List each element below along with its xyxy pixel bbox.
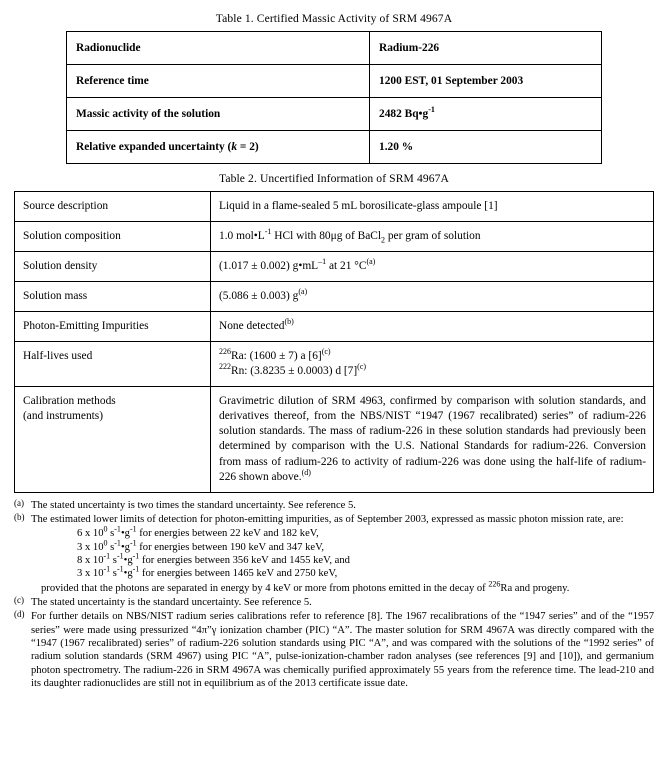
table2-cell-label: Source description [15,192,211,222]
limit-value-pre: 8 x 10 [77,554,104,566]
list-item [77,538,654,554]
rn222-footnote-marker: (c) [357,362,367,372]
limit-energy-range: for energies between 356 keV and 1455 keV, and [139,554,350,566]
table-row [67,131,602,164]
density-pre: (1.017 ± 0.002) g•mL [219,260,319,273]
table-row [15,282,654,312]
table-row [67,65,602,98]
density-exponent: –1 [318,257,327,267]
table1-cell-value [370,98,602,131]
footnote-d-text: For further details on NBS/NIST radium series calibrations refer to reference [8]. The 1967 recalibrations of the “1947 series” and of the “1957 series” were made using pressurized “4π”γ ionization chamber (PIC) “A”. The master solution for SRM 4967A was directly compared with the “1947 (1967 recalibrated) series” of radium-226 solution standards using PIC “A”, and was compared with the solutions of the “1992 series” of radium solution standards (SRM 4967) using PIC “A”, pulse-ionization-chamber radon analyses (see references [9] and [10]), and germanium photon spectrometry. The radium-226 in SRM 4967A was chemically purified approximately 55 years from the reference time. The lead-210 and its daughter radionuclides are still not in equilibrium as of the 2013 certificate issue date. [31,611,654,690]
table-row [15,252,654,282]
impurities-footnote-marker: (b) [284,317,294,327]
limit-value-pre: 3 x 10 [77,568,104,580]
halflife-line-ra226 [219,349,646,364]
table2-cell-label: Solution mass [15,282,211,312]
table2-cell-value [211,252,654,282]
impurities-value: None detected [219,320,285,333]
limit-value-pre: 3 x 10 [77,541,104,553]
rn222-halflife: Rn: (3.8235 ± 0.0003) d [7] [231,365,358,378]
limit-unit-mid: •g [120,541,130,553]
footnote-a-marker: (a) [14,497,24,508]
table2-cell-label: Solution composition [15,222,211,252]
limit-unit-mid: •g [123,568,133,580]
density-mid: at 21 °C [326,260,367,273]
footnote-a [14,499,654,512]
ra226-mass-number: 226 [219,347,231,357]
table1-cell-label: Radionuclide [67,32,370,65]
coverage-factor-symbol: k [231,141,238,153]
calibration-methods-text: Gravimetric dilution of SRM 4963, confirmed by comparison with solution standards, and derivatives thereof, from the NBS/NIST “1947 (1967 recalibrated) series” of radium-226 solution standards. The mass of radium-226 in these solution standards had previously been determined by comparison with the U.S. National Standards for radium-226. Conversion from mass of radium-226 to activity of radium-226 was done using the half-life of radium-226 shown above. [219,395,646,483]
table-row [15,222,654,252]
footnote-b [14,513,654,595]
footnote-b-marker: (b) [14,511,25,522]
limit-energy-range: for energies between 22 keV and 182 keV, [136,528,319,540]
footnotes-section [14,499,654,691]
composition-exponent: -1 [264,227,272,237]
table1-cell-value: 1200 EST, 01 September 2003 [370,65,602,98]
limit-exponent: -1 [103,551,111,561]
limit-energy-range: for energies between 1465 keV and 2750 keV, [139,568,338,580]
table2-cell-value: Liquid in a flame-sealed 5 mL borosilicate-glass ampoule [1] [211,192,654,222]
table2-cell-label: Photon-Emitting Impurities [15,312,211,342]
limit-unit-mid: •g [123,554,133,566]
table1-cell-label: Massic activity of the solution [67,98,370,131]
table1-cell-label [67,131,370,164]
footnote-b-detection-limits [77,524,654,580]
footnote-b-tail [31,579,654,595]
list-item [77,564,654,580]
table2-cell-value [211,387,654,492]
footnote-c-text: The stated uncertainty is the standard uncertainty. See reference 5. [31,597,312,609]
mass-value: (5.086 ± 0.003) g [219,290,299,303]
rn222-mass-number: 222 [219,362,231,372]
table2-cell-value [211,342,654,387]
table-row [15,312,654,342]
limit-exponent: 0 [103,524,108,534]
table2-cell-label: Solution density [15,252,211,282]
table-row [15,342,654,387]
footnote-c [14,596,654,609]
limit-unit-exponent2: -1 [129,538,137,548]
table2-cell-value [211,312,654,342]
table-row [15,387,654,492]
limit-exponent: 0 [103,538,108,548]
limit-energy-range: for energies between 190 keV and 347 keV, [136,541,325,553]
footnote-b-tail-pre: provided that the photons are separated in energy by 4 keV or more from photons emitted in the decay of [41,582,489,594]
limit-unit-exponent: -1 [116,551,124,561]
limit-unit-exponent2: -1 [132,551,140,561]
table2-cell-label [15,387,211,492]
calibration-methods-label: Calibration methods [23,395,116,408]
table1-cell-label: Reference time [67,65,370,98]
limit-value-pre: 6 x 10 [77,528,104,540]
limit-unit-exponent: -1 [114,524,121,534]
table-row [15,192,654,222]
uncertainty-label-post: = 2) [237,141,259,153]
calibration-instruments-label: (and instruments) [23,410,104,423]
table2-cell-label: Half-lives used [15,342,211,387]
table1-certified-massic-activity [66,31,602,164]
calibration-footnote-marker: (d) [301,467,311,477]
table1-cell-value: Radium-226 [370,32,602,65]
composition-subscript: 2 [381,235,386,245]
list-item [77,551,654,567]
limit-unit-exponent2: -1 [132,564,140,574]
density-footnote-marker: (a) [366,257,376,267]
massic-activity-exponent: -1 [428,105,435,115]
limit-unit-exponent: -1 [114,538,121,548]
table2-cell-value [211,222,654,252]
limit-unit-pre: s [110,568,117,580]
ra226-mass-number: 226 [488,579,501,589]
table1-caption: Table 1. Certified Massic Activity of SRM 4967A [215,12,453,25]
limit-unit-pre: s [107,541,115,553]
footnote-b-tail-post: Ra and progeny. [500,582,570,594]
limit-unit-pre: s [110,554,117,566]
footnote-d-marker: (d) [14,609,25,620]
limit-exponent: -1 [103,564,111,574]
limit-unit-exponent: -1 [116,564,124,574]
footnote-d [14,610,654,690]
table2-uncertified-information [14,191,654,493]
massic-activity-value: 2482 Bq•g [379,108,429,120]
halflife-line-rn222 [219,364,646,379]
table2-cell-value [211,282,654,312]
table2-caption: Table 2. Uncertified Information of SRM 4967A [218,172,450,185]
limit-unit-exponent2: -1 [129,524,137,534]
table-row [67,98,602,131]
footnote-c-marker: (c) [14,595,24,606]
ra226-footnote-marker: (c) [321,347,331,357]
mass-footnote-marker: (a) [298,287,308,297]
composition-mid: HCl with 80μg of BaCl [271,230,382,243]
uncertainty-label-pre: Relative expanded uncertainty ( [76,141,232,153]
composition-pre: 1.0 mol•L [219,230,265,243]
list-item [77,524,654,540]
ra226-halflife: Ra: (1600 ± 7) a [6] [231,350,322,363]
table1-cell-value: 1.20 % [370,131,602,164]
composition-post: per gram of solution [385,230,481,243]
table-row [67,32,602,65]
footnote-b-text: The estimated lower limits of detection for photon-emitting impurities, as of September 2003, expressed as massic photon mission rate, are: [31,513,624,525]
limit-unit-mid: •g [120,528,130,540]
footnote-a-text: The stated uncertainty is two times the standard uncertainty. See reference 5. [31,499,356,511]
limit-unit-pre: s [107,528,115,540]
